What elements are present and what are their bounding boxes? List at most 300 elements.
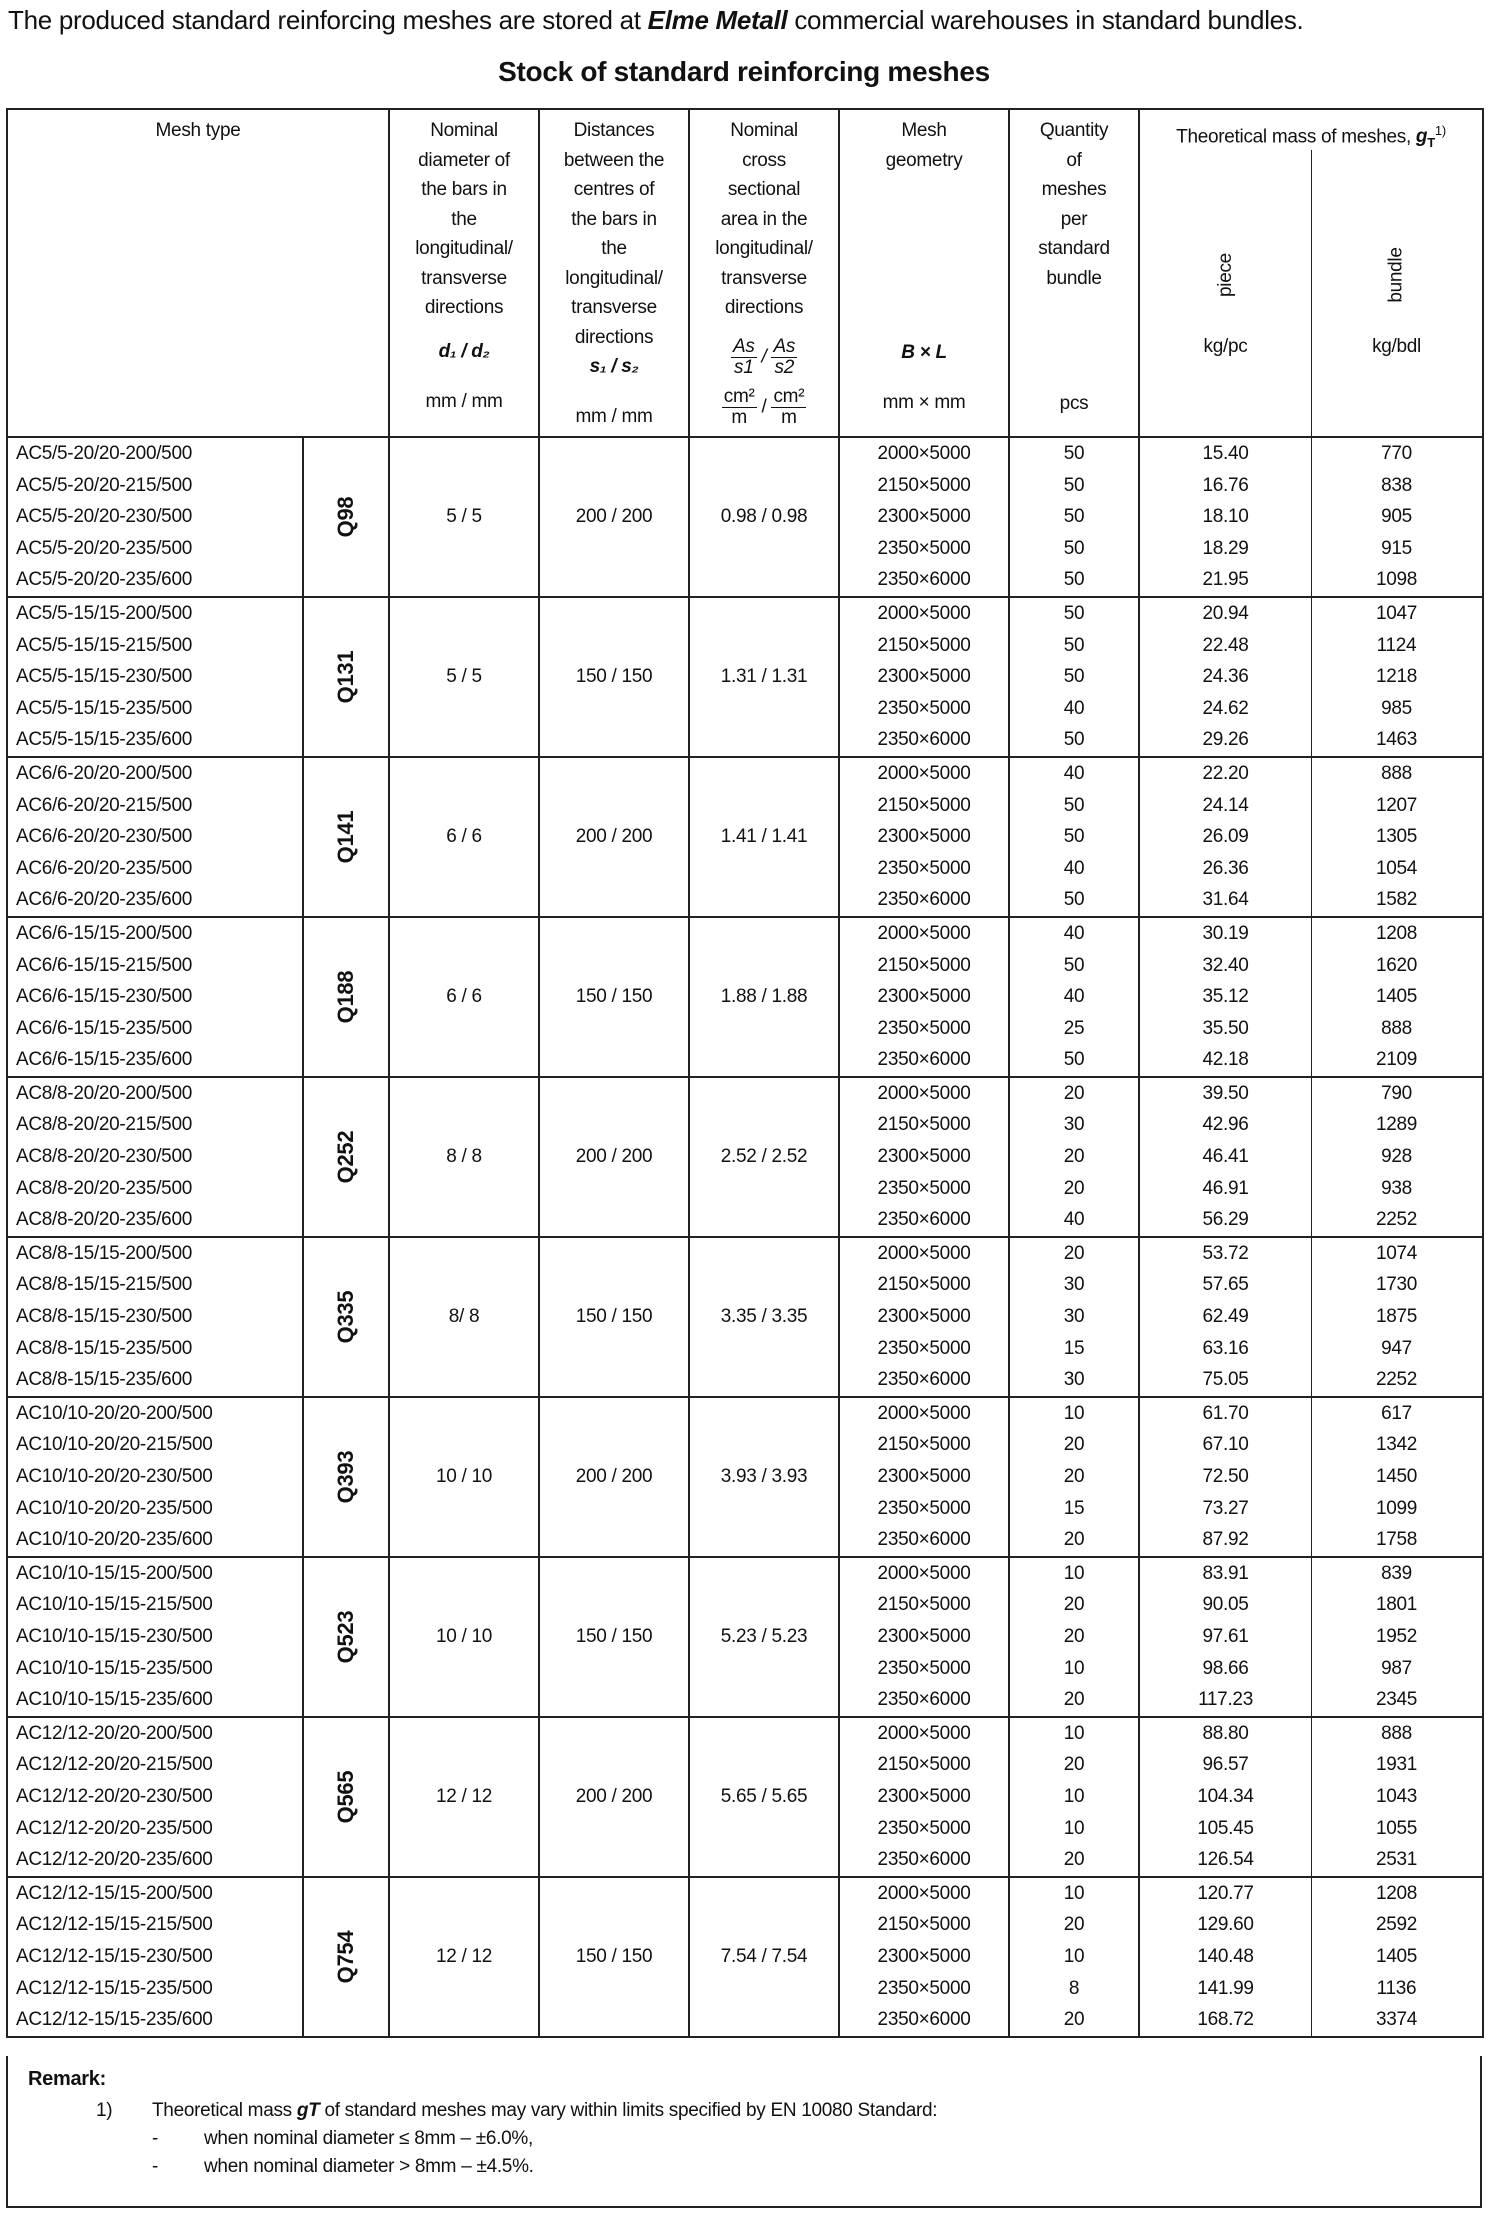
area-symbol: $\frac{As}{s1}$ / $\frac{As}{s2}$ [732, 335, 796, 378]
mass-bundle-value: 617 [1381, 1402, 1412, 1424]
mass-piece-value: 31.64 [1202, 889, 1249, 911]
cell-qty [1009, 1877, 1139, 2037]
cell-qty-value: 20 [1063, 1242, 1085, 1264]
cell-qty-value: 50 [1063, 506, 1085, 528]
cell-mass [1139, 597, 1483, 757]
quantity-unit: pcs [1059, 393, 1089, 414]
cell-qty-value: 15 [1063, 1497, 1085, 1519]
cell-geometry-value: 2350×5000 [877, 1017, 971, 1039]
mass-piece-value: 20.94 [1202, 602, 1249, 624]
cell-geometry-value: 2000×5000 [877, 443, 971, 464]
cell-mass [1139, 437, 1483, 597]
cell-geometry-value: 2350×5000 [877, 857, 971, 879]
cell-geometry-value: 2150×5000 [877, 1114, 971, 1136]
cell-geometry-value: 2350×5000 [877, 697, 971, 719]
cell-geometry-value: 2350×6000 [877, 1849, 971, 1871]
cell-diameter: 6 / 6 [389, 917, 539, 1077]
cell-distance: 200 / 200 [539, 437, 689, 597]
cell-geometry-value: 2300×5000 [877, 1945, 971, 1967]
header-mass [1139, 109, 1483, 437]
cell-names-value: AC5/5-15/15-200/500 [16, 602, 192, 624]
cell-geometry-value: 2350×6000 [877, 1689, 971, 1711]
cell-qty-value: 50 [1063, 729, 1085, 751]
cell-area: 0.98 / 0.98 [689, 437, 839, 597]
cell-qty-value: 20 [1063, 1914, 1085, 1936]
mass-piece-value: 61.70 [1202, 1402, 1249, 1424]
mass-piece-value: 90.05 [1202, 1594, 1249, 1616]
remark-text: Theoretical mass gT of standard meshes may vary within limits specified by EN 10080 Standard: [152, 2100, 938, 2121]
header-area [689, 109, 839, 437]
cell-names-value: AC6/6-15/15-230/500 [16, 986, 192, 1008]
cell-geometry [839, 757, 1009, 917]
mesh-group-row [7, 1237, 1483, 1397]
mesh-code: Q335 [303, 1237, 389, 1397]
cell-names-value: AC8/8-15/15-200/500 [16, 1242, 192, 1264]
cell-names-value: AC5/5-15/15-230/500 [16, 666, 192, 688]
cell-names-value: AC6/6-20/20-200/500 [16, 762, 192, 784]
mass-piece-value: 15.40 [1202, 443, 1249, 464]
mass-bundle-value: 987 [1381, 1657, 1412, 1679]
cell-geometry-value: 2150×5000 [877, 794, 971, 816]
mass-bundle-value: 888 [1381, 1722, 1412, 1744]
mass-bundle-value: 1043 [1375, 1785, 1418, 1807]
mass-bundle-value: 928 [1381, 1146, 1412, 1168]
mass-bundle-value: 1055 [1375, 1817, 1418, 1839]
mesh-code: Q188 [303, 917, 389, 1077]
mass-piece-value: 42.18 [1202, 1049, 1249, 1071]
mass-bundle-value: 1342 [1375, 1434, 1418, 1456]
cell-qty-value: 10 [1063, 1657, 1085, 1679]
cell-geometry-value: 2350×6000 [877, 1529, 971, 1551]
cell-geometry-value: 2350×5000 [877, 1817, 971, 1839]
mass-bundle-value: 1405 [1375, 1945, 1418, 1967]
cell-geometry [839, 437, 1009, 597]
cell-qty-value: 50 [1063, 474, 1085, 496]
mass-piece-value: 129.60 [1197, 1914, 1254, 1936]
intro-after: commercial warehouses in standard bundles. [787, 5, 1304, 35]
cell-geometry [839, 1237, 1009, 1397]
cell-qty-value: 50 [1063, 569, 1085, 591]
mass-piece-value: 57.65 [1202, 1274, 1249, 1296]
cell-qty-value: 20 [1063, 2009, 1085, 2031]
mass-piece-value: 32.40 [1202, 954, 1249, 976]
cell-diameter: 6 / 6 [389, 757, 539, 917]
cell-names-value: AC10/10-15/15-200/500 [16, 1562, 213, 1584]
cell-mass [1139, 917, 1483, 1077]
cell-names-value: AC8/8-20/20-215/500 [16, 1114, 192, 1136]
mass-bundle-value: 839 [1381, 1562, 1412, 1584]
page-title: Stock of standard reinforcing meshes [498, 56, 990, 87]
mass-piece-value: 105.45 [1197, 1817, 1254, 1839]
cell-geometry-value: 2350×6000 [877, 1049, 971, 1071]
cell-qty-value: 10 [1063, 1945, 1085, 1967]
cell-geometry-value: 2350×5000 [877, 1337, 971, 1359]
mass-bundle-value: 1875 [1375, 1306, 1418, 1328]
cell-geometry-value: 2000×5000 [877, 1242, 971, 1264]
cell-qty-value: 50 [1063, 634, 1085, 656]
diameter-symbol: d₁ / d₂ [438, 340, 490, 362]
mass-bundle-value: 1218 [1375, 666, 1418, 688]
cell-names-value: AC12/12-20/20-200/500 [16, 1722, 213, 1744]
cell-qty-value: 30 [1063, 1369, 1085, 1391]
mass-piece-value: 73.27 [1202, 1497, 1249, 1519]
mass-piece-value: 16.76 [1202, 474, 1249, 496]
mass-piece-value: 63.16 [1202, 1337, 1249, 1359]
mass-bundle-value: 2345 [1375, 1689, 1418, 1711]
mass-bundle-value: 838 [1381, 474, 1412, 496]
remark-dash-2: - [152, 2156, 159, 2177]
cell-mass [1139, 1717, 1483, 1877]
cell-area: 3.35 / 3.35 [689, 1237, 839, 1397]
mass-bundle-value: 1289 [1375, 1114, 1418, 1136]
cell-mass [1139, 1397, 1483, 1557]
cell-mass [1139, 1557, 1483, 1717]
header-quantity [1009, 109, 1139, 437]
cell-qty-value: 20 [1063, 1146, 1085, 1168]
mass-bundle-value: 1758 [1375, 1529, 1418, 1551]
mesh-group-row [7, 597, 1483, 757]
cell-geometry [839, 1077, 1009, 1237]
distance-symbol: s₁ / s₂ [589, 356, 639, 377]
cell-qty-value: 15 [1063, 1337, 1085, 1359]
h-area-lbl-text: Nominal cross sectional area in the longitudinal/ transverse directions [715, 120, 813, 318]
mass-bundle-value: 1620 [1375, 954, 1418, 976]
cell-names-value: AC10/10-20/20-200/500 [16, 1402, 213, 1424]
cell-area: 1.31 / 1.31 [689, 597, 839, 757]
remark-dash-1: - [152, 2128, 159, 2149]
cell-geometry-value: 2350×6000 [877, 2009, 971, 2031]
cell-names [7, 1717, 303, 1877]
cell-geometry-value: 2000×5000 [877, 1402, 971, 1424]
mass-bundle-value: 1054 [1375, 857, 1418, 879]
cell-qty-value: 10 [1063, 1882, 1085, 1904]
cell-diameter: 12 / 12 [389, 1717, 539, 1877]
cell-area: 1.88 / 1.88 [689, 917, 839, 1077]
cell-geometry-value: 2350×5000 [877, 1177, 971, 1199]
mesh-code: Q754 [303, 1877, 389, 2037]
cell-area: 2.52 / 2.52 [689, 1077, 839, 1237]
cell-names-value: AC5/5-15/15-235/600 [16, 729, 192, 751]
cell-geometry-value: 2000×5000 [877, 602, 971, 624]
cell-names [7, 917, 303, 1077]
mass-bundle-value: 2592 [1375, 1914, 1418, 1936]
cell-names-value: AC10/10-15/15-215/500 [16, 1594, 213, 1616]
cell-qty-value: 20 [1063, 1466, 1085, 1487]
cell-geometry-value: 2150×5000 [877, 1754, 971, 1776]
mass-bundle-value: 1305 [1375, 826, 1418, 848]
cell-geometry-value: 2150×5000 [877, 1434, 971, 1456]
cell-geometry-value: 2300×5000 [877, 1785, 971, 1807]
cell-distance: 200 / 200 [539, 1397, 689, 1557]
mass-piece-value: 18.29 [1202, 537, 1249, 559]
mass-piece-value: 24.14 [1202, 794, 1249, 816]
cell-names-value: AC12/12-20/20-235/600 [16, 1849, 213, 1871]
cell-qty-value: 20 [1063, 1689, 1085, 1711]
cell-geometry-value: 2150×5000 [877, 1594, 971, 1616]
mass-piece-value: 22.48 [1202, 634, 1249, 656]
cell-names-value: AC6/6-15/15-235/500 [16, 1017, 192, 1039]
brand-name: Elme Metall [647, 5, 788, 35]
mass-bundle-value: 1582 [1375, 889, 1418, 911]
cell-area: 7.54 / 7.54 [689, 1877, 839, 2037]
cell-names-value: AC10/10-20/20-230/500 [16, 1466, 213, 1487]
cell-names-value: AC12/12-15/15-235/600 [16, 2009, 213, 2031]
cell-qty-value: 10 [1063, 1402, 1085, 1424]
cell-qty-value: 50 [1063, 443, 1085, 464]
mass-bundle-value: 1952 [1375, 1625, 1418, 1647]
cell-names [7, 1397, 303, 1557]
mass-piece-label: piece [1214, 253, 1236, 297]
cell-geometry-value: 2150×5000 [877, 474, 971, 496]
cell-geometry [839, 1397, 1009, 1557]
cell-qty [1009, 1077, 1139, 1237]
cell-names-value: AC12/12-20/20-230/500 [16, 1785, 213, 1807]
cell-qty-value: 40 [1063, 697, 1085, 719]
mass-bundle-value: 1136 [1376, 1977, 1417, 1999]
mass-bundle-unit: kg/bdl [1372, 336, 1421, 357]
cell-diameter: 5 / 5 [389, 597, 539, 757]
h-qty-lbl-text: Quantity of meshes per standard bundle [1038, 120, 1110, 289]
mesh-code: Q393 [303, 1397, 389, 1557]
cell-qty-value: 30 [1063, 1114, 1085, 1136]
remark-item-2: when nominal diameter > 8mm – ±4.5%. [204, 2156, 534, 2177]
cell-diameter: 5 / 5 [389, 437, 539, 597]
cell-geometry-value: 2000×5000 [877, 922, 971, 944]
distance-unit: mm / mm [575, 406, 653, 427]
mesh-group-row [7, 1717, 1483, 1877]
cell-qty-value: 40 [1063, 857, 1085, 879]
mass-piece-value: 29.26 [1202, 729, 1249, 751]
mass-piece-value: 24.62 [1202, 697, 1249, 719]
mass-bundle-value: 2109 [1375, 1049, 1418, 1071]
mass-piece-value: 18.10 [1202, 506, 1249, 528]
mass-bundle-value: 1931 [1375, 1754, 1418, 1776]
cell-qty [1009, 597, 1139, 757]
cell-qty-value: 40 [1063, 762, 1085, 784]
mass-piece-value: 46.41 [1202, 1146, 1249, 1168]
cell-geometry-value: 2150×5000 [877, 954, 971, 976]
cell-qty-value: 50 [1063, 666, 1085, 688]
area-unit: $\frac{\text{cm²}}{m}$ / $\frac{\text{cm²}}{m}$ [723, 385, 805, 428]
cell-area: 5.65 / 5.65 [689, 1717, 839, 1877]
mass-piece-value: 72.50 [1202, 1466, 1249, 1487]
cell-names [7, 1557, 303, 1717]
cell-geometry-value: 2350×6000 [877, 729, 971, 751]
cell-diameter: 10 / 10 [389, 1397, 539, 1557]
cell-qty-value: 10 [1063, 1722, 1085, 1744]
cell-qty-value: 50 [1063, 794, 1085, 816]
cell-names-value: AC5/5-20/20-235/600 [16, 569, 192, 591]
mass-bundle-value: 1801 [1375, 1594, 1418, 1616]
cell-distance: 150 / 150 [539, 917, 689, 1077]
mesh-group-row [7, 1877, 1483, 2037]
mass-piece-value: 30.19 [1202, 922, 1249, 944]
cell-names-value: AC6/6-15/15-215/500 [16, 954, 192, 976]
mass-bundle-value: 1047 [1375, 602, 1418, 624]
cell-distance: 150 / 150 [539, 1557, 689, 1717]
cell-qty-value: 20 [1063, 1529, 1085, 1551]
cell-geometry-value: 2150×5000 [877, 634, 971, 656]
cell-qty-value: 20 [1063, 1082, 1085, 1104]
cell-names [7, 1237, 303, 1397]
mass-bundle-value: 938 [1381, 1177, 1412, 1199]
mesh-group-row [7, 917, 1483, 1077]
mass-bundle-value: 1208 [1375, 922, 1418, 944]
cell-names-value: AC10/10-15/15-230/500 [16, 1625, 213, 1647]
cell-names-value: AC12/12-15/15-235/500 [16, 1977, 213, 1999]
mesh-group-row [7, 1077, 1483, 1237]
cell-geometry-value: 2350×6000 [877, 889, 971, 911]
mass-bundle-value: 770 [1381, 443, 1412, 464]
cell-names-value: AC8/8-15/15-230/500 [16, 1306, 192, 1328]
mass-piece-value: 53.72 [1202, 1242, 1249, 1264]
cell-distance: 200 / 200 [539, 1717, 689, 1877]
cell-mass [1139, 757, 1483, 917]
mass-bundle-value: 985 [1381, 697, 1412, 719]
cell-names-value: AC6/6-20/20-215/500 [16, 794, 192, 816]
cell-qty-value: 10 [1063, 1817, 1085, 1839]
mass-piece-value: 22.20 [1202, 762, 1249, 784]
cell-mass [1139, 1877, 1483, 2037]
cell-geometry [839, 597, 1009, 757]
mass-bundle-value: 915 [1381, 537, 1412, 559]
mass-piece-value: 75.05 [1202, 1369, 1249, 1391]
cell-distance: 150 / 150 [539, 1237, 689, 1397]
mesh-code: Q565 [303, 1717, 389, 1877]
cell-qty-value: 20 [1063, 1594, 1085, 1616]
cell-geometry [839, 1557, 1009, 1717]
mass-piece-value: 24.36 [1202, 666, 1249, 688]
remark-title: Remark: [28, 2068, 106, 2090]
cell-names-value: AC12/12-15/15-215/500 [16, 1914, 213, 1936]
cell-geometry-value: 2300×5000 [877, 506, 971, 528]
intro-text [8, 0, 1478, 40]
cell-qty-value: 30 [1063, 1306, 1085, 1328]
cell-names-value: AC10/10-15/15-235/600 [16, 1689, 213, 1711]
mass-bundle-value: 3374 [1375, 2009, 1418, 2031]
cell-names-value: AC5/5-20/20-235/500 [16, 537, 192, 559]
geometry-symbol: B × L [901, 342, 947, 363]
geometry-unit: mm × mm [882, 392, 966, 413]
cell-diameter: 8 / 8 [389, 1077, 539, 1237]
mass-bundle-value: 2252 [1375, 1209, 1418, 1231]
mass-piece-value: 104.34 [1197, 1785, 1254, 1807]
mass-piece-value: 97.61 [1202, 1625, 1249, 1647]
cell-names-value: AC8/8-20/20-235/600 [16, 1209, 192, 1231]
mass-piece-value: 141.99 [1197, 1977, 1254, 1999]
cell-qty [1009, 917, 1139, 1077]
mass-bundle-value: 790 [1381, 1082, 1412, 1104]
mass-bundle-value: 1463 [1375, 729, 1418, 751]
cell-names-value: AC10/10-20/20-235/500 [16, 1497, 213, 1519]
cell-diameter: 12 / 12 [389, 1877, 539, 2037]
intro-before: The produced standard reinforcing meshes are stored at [8, 5, 648, 35]
mass-piece-value: 168.72 [1197, 2009, 1254, 2031]
cell-names-value: AC6/6-20/20-235/500 [16, 857, 192, 879]
cell-names-value: AC5/5-20/20-230/500 [16, 506, 192, 528]
cell-qty-value: 8 [1068, 1977, 1080, 1999]
mass-bundle-value: 1124 [1376, 634, 1417, 656]
h-diam-lbl-text: Nominal diameter of the bars in the longitudinal/ transverse directions [415, 120, 513, 318]
cell-qty-value: 40 [1063, 986, 1085, 1008]
mass-piece-value: 67.10 [1202, 1434, 1249, 1456]
cell-names [7, 1077, 303, 1237]
cell-geometry-value: 2350×5000 [877, 537, 971, 559]
cell-mass [1139, 1077, 1483, 1237]
mass-piece-value: 42.96 [1202, 1114, 1249, 1136]
cell-geometry-value: 2350×5000 [877, 1497, 971, 1519]
cell-distance: 200 / 200 [539, 1077, 689, 1237]
mass-bundle-value: 1074 [1375, 1242, 1418, 1264]
cell-geometry-value: 2000×5000 [877, 1562, 971, 1584]
cell-geometry-value: 2000×5000 [877, 1882, 971, 1904]
cell-names-value: AC6/6-15/15-200/500 [16, 922, 192, 944]
mesh-code: Q523 [303, 1557, 389, 1717]
cell-qty [1009, 1557, 1139, 1717]
cell-geometry [839, 1717, 1009, 1877]
cell-names-value: AC10/10-15/15-235/500 [16, 1657, 213, 1679]
cell-qty-value: 20 [1063, 1754, 1085, 1776]
h-dist-lbl-text: Distances between the centres of the bars in the longitudinal/ transverse directions [563, 120, 665, 348]
cell-qty-value: 20 [1063, 1177, 1085, 1199]
cell-diameter: 10 / 10 [389, 1557, 539, 1717]
mass-piece-value: 35.12 [1202, 986, 1249, 1008]
cell-qty-value: 25 [1063, 1017, 1085, 1039]
mesh-stock-table [6, 108, 1484, 2038]
cell-qty-value: 20 [1063, 1849, 1085, 1871]
cell-names-value: AC8/8-20/20-200/500 [16, 1082, 192, 1104]
mass-piece-value: 39.50 [1202, 1082, 1249, 1104]
mass-bundle-value: 947 [1381, 1337, 1412, 1359]
cell-geometry-value: 2150×5000 [877, 1274, 971, 1296]
mass-bundle-value: 1208 [1375, 1882, 1418, 1904]
cell-qty-value: 50 [1063, 537, 1085, 559]
mass-bundle-value: 888 [1381, 762, 1412, 784]
cell-geometry [839, 1877, 1009, 2037]
cell-names-value: AC12/12-15/15-230/500 [16, 1945, 213, 1967]
cell-distance: 150 / 150 [539, 1877, 689, 2037]
mesh-code: Q98 [303, 437, 389, 597]
cell-names [7, 437, 303, 597]
mesh-group-row [7, 437, 1483, 597]
cell-geometry-value: 2350×6000 [877, 1209, 971, 1231]
mass-piece-value: 88.80 [1202, 1722, 1249, 1744]
cell-qty-value: 10 [1063, 1785, 1085, 1807]
cell-names-value: AC10/10-20/20-235/600 [16, 1529, 213, 1551]
mass-bundle-value: 1405 [1375, 986, 1418, 1008]
mass-piece-value: 87.92 [1202, 1529, 1249, 1551]
cell-names [7, 757, 303, 917]
cell-area: 1.41 / 1.41 [689, 757, 839, 917]
cell-geometry-value: 2350×6000 [877, 569, 971, 591]
mesh-group-row [7, 1557, 1483, 1717]
cell-qty-value: 30 [1063, 1274, 1085, 1296]
table-header-row [7, 109, 1483, 437]
mass-piece-value: 21.95 [1202, 569, 1249, 591]
cell-geometry-value: 2150×5000 [877, 1914, 971, 1936]
mass-bundle-value: 1730 [1375, 1274, 1418, 1296]
mesh-group-row [7, 757, 1483, 917]
mass-piece-value: 96.57 [1202, 1754, 1249, 1776]
cell-diameter: 8/ 8 [389, 1237, 539, 1397]
cell-names-value: AC6/6-20/20-235/600 [16, 889, 192, 911]
cell-qty-value: 20 [1063, 1625, 1085, 1647]
cell-geometry-value: 2300×5000 [877, 1306, 971, 1328]
cell-mass [1139, 1237, 1483, 1397]
cell-geometry-value: 2300×5000 [877, 1625, 971, 1647]
mass-piece-value: 46.91 [1202, 1177, 1249, 1199]
cell-qty [1009, 1397, 1139, 1557]
